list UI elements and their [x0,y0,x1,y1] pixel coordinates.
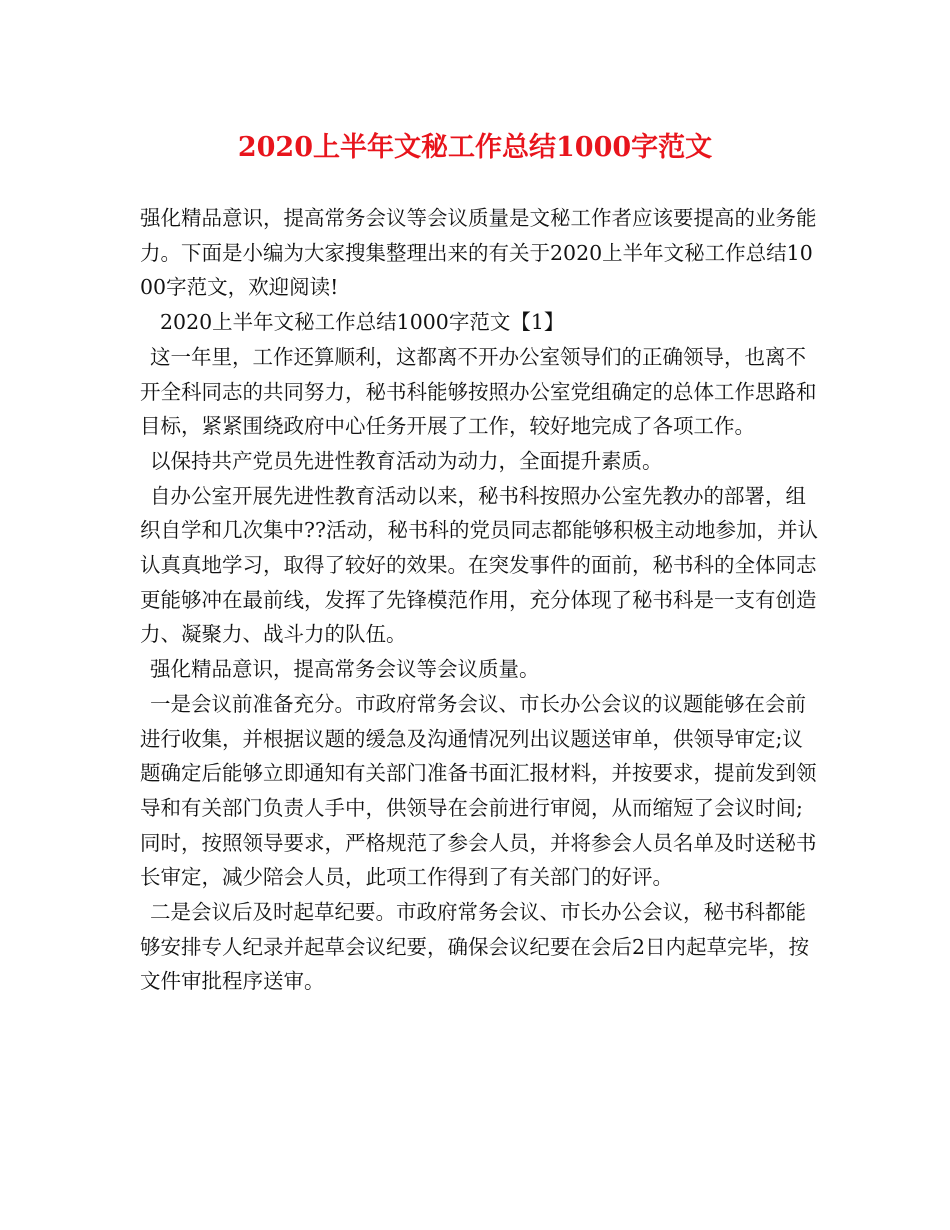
body-paragraph: 以保持共产党员先进性教育活动为动力，全面提升素质。 [150,448,663,473]
body-paragraph: 一是会议前准备充分。市政府常务会议、市长办公会议的议题能够在会前进行收集，并根据议题的缓急及沟通情况列出议题送审单，供领导审定;议题确定后能够立即通知有关部门准备书面汇报材料，并按要求，提前发到领导和有关部门负责人手中，供领导在会前进行审阅，从而缩短了会议时间;同时，按照领导要求，严格规范了参会人员，并将参会人员名单及时送秘书长审定，减少陪会人员，此项工作得到了有关部门的好评。 [140,691,817,890]
body-paragraph: 自办公室开展先进性教育活动以来，秘书科按照办公室先教办的部署，组织自学和几次集中??活动，秘书科的党员同志都能够积极主动地参加，并认认真真地学习，取得了较好的效果。在突发事件的面前，秘书科的全体同志更能够冲在最前线，发挥了先锋模范作用，充分体现了秘书科是一支有创造力、凝聚力、战斗力的队伍。 [140,483,818,647]
section-heading: 2020上半年文秘工作总结1000字范文【1】 [160,310,565,335]
body-paragraph: 这一年里，工作还算顺利，这都离不开办公室领导们的正确领导，也离不开全科同志的共同努力，秘书科能够按照办公室党组确定的总体工作思路和目标，紧紧围绕政府中心任务开展了工作，较好地完成了各项工作。 [140,344,817,439]
body-paragraph: 二是会议后及时起草纪要。市政府常务会议、市长办公会议，秘书科都能够安排专人纪录并起草会议纪要，确保会议纪要在会后2日内起草完毕，按文件审批程序送审。 [140,900,810,994]
body-paragraph: 强化精品意识，提高常务会议等会议质量。 [150,657,540,682]
document-title: 2020上半年文秘工作总结1000字范文 [237,132,713,163]
intro-paragraph: 强化精品意识，提高常务会议等会议质量是文秘工作者应该要提高的业务能力。下面是小编为大家搜集整理出来的有关于2020上半年文秘工作总结1000字范文，欢迎阅读! [140,206,817,300]
document-body [140,201,820,999]
